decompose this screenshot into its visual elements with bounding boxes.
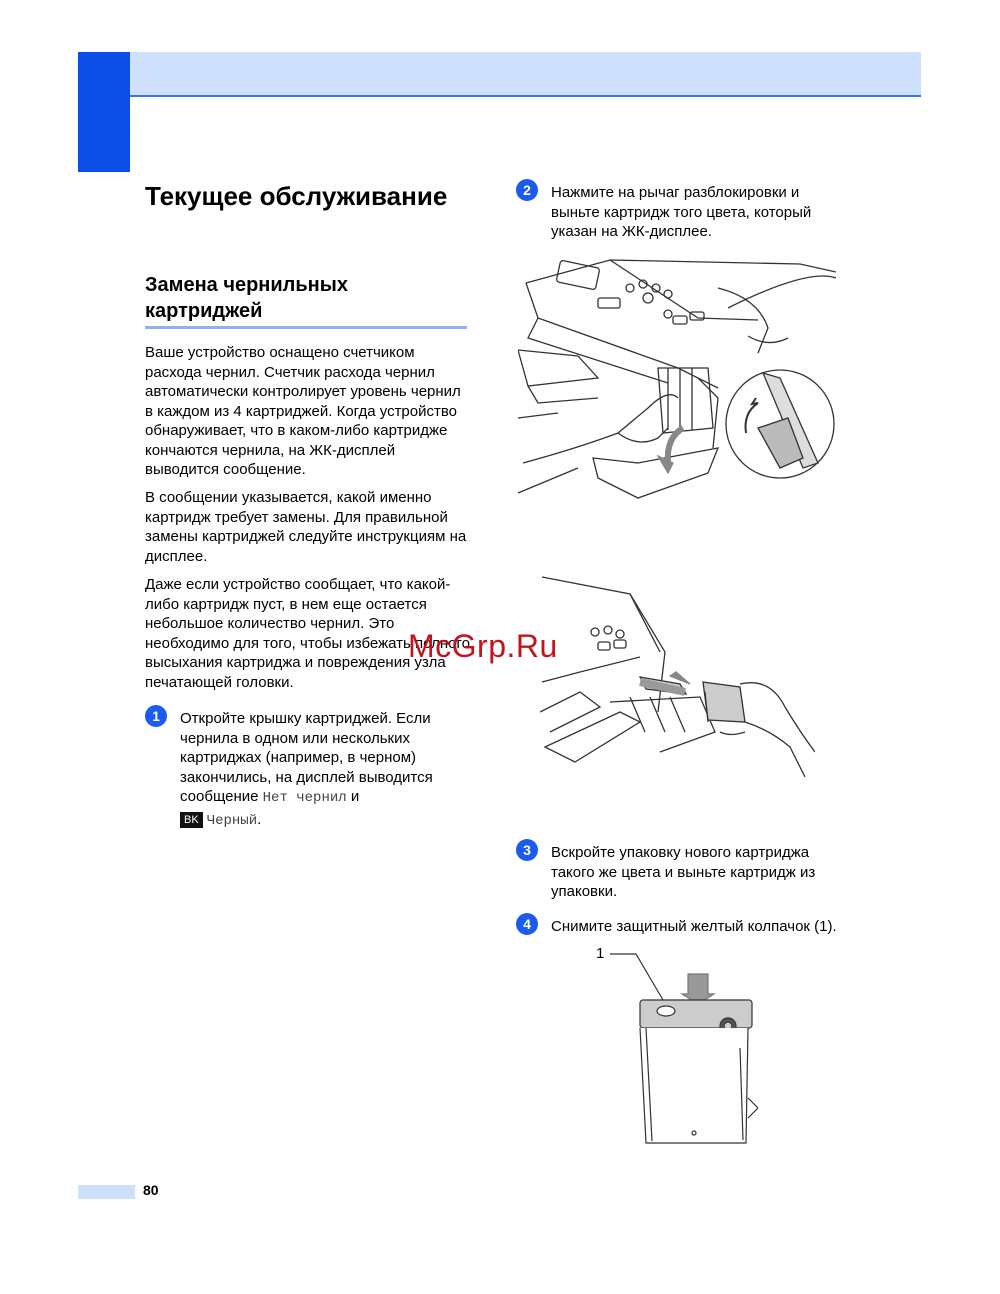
illustration-cartridge-cap [608,948,758,1148]
lcd-message-black: Черный [206,813,258,829]
step-3-number: 3 [516,839,538,861]
callout-label: 1 [596,945,605,962]
subtitle-underline [145,326,467,329]
intro-paragraph-3: Даже если устройство сообщает, что какой-либо картридж пуст, в нем еще остается небольшое количество чернил. Это необходимо для того, чтобы избежать полного высыхания картриджа и повреждения узла печатающей головки. [145,576,470,691]
page-number-bar [78,1185,135,1199]
illustration-cartridge-out [540,572,815,777]
header-band [78,52,921,97]
section-subtitle: Замена чернильных картриджей [145,274,348,322]
watermark: McGrp.Ru [408,628,558,664]
step-1-and: и [350,788,360,805]
bk-badge: BK [180,812,203,828]
step-1-end: . [257,811,262,828]
illustration-remove-cartridge [518,258,836,520]
step-1-text [180,709,472,809]
step-1-body: Откройте крышку картриджей. Если чернила в одном или нескольких картриджах (например, в черном) закончились, на дисплей выводится сообщение [180,710,433,805]
intro-paragraph-1: Ваше устройство оснащено счетчиком расхода чернил. Счетчик расхода чернил автоматически контролирует уровень чернил в каждом из 4 картриджей. Когда устройство обнаруживает, что в каком-либо картридже кончаются чернила, на ЖК-дисплей выводится сообщение. [145,344,461,478]
step-4-number: 4 [516,913,538,935]
step-2-number: 2 [516,179,538,201]
step-3-text: Вскройте упаковку нового картриджа такого же цвета и выньте картридж из упаковки. [551,844,816,900]
page-title: Текущее обслуживание [145,181,448,211]
lcd-message-no-ink: Нет чернил [262,790,347,806]
step-1-number: 1 [145,705,167,727]
step-1-tail [180,810,472,832]
header-block [78,52,130,172]
step-4-text: Снимите защитный желтый колпачок (1). [551,918,837,935]
intro-paragraph-2: В сообщении указывается, какой именно картридж требует замены. Для правильной замены картриджей следуйте инструкциям на дисплее. [145,489,467,565]
step-2-text: Нажмите на рычаг разблокировки и выньте картридж того цвета, который указан на ЖК-дисплее. [551,184,812,240]
page-number: 80 [143,1182,159,1198]
